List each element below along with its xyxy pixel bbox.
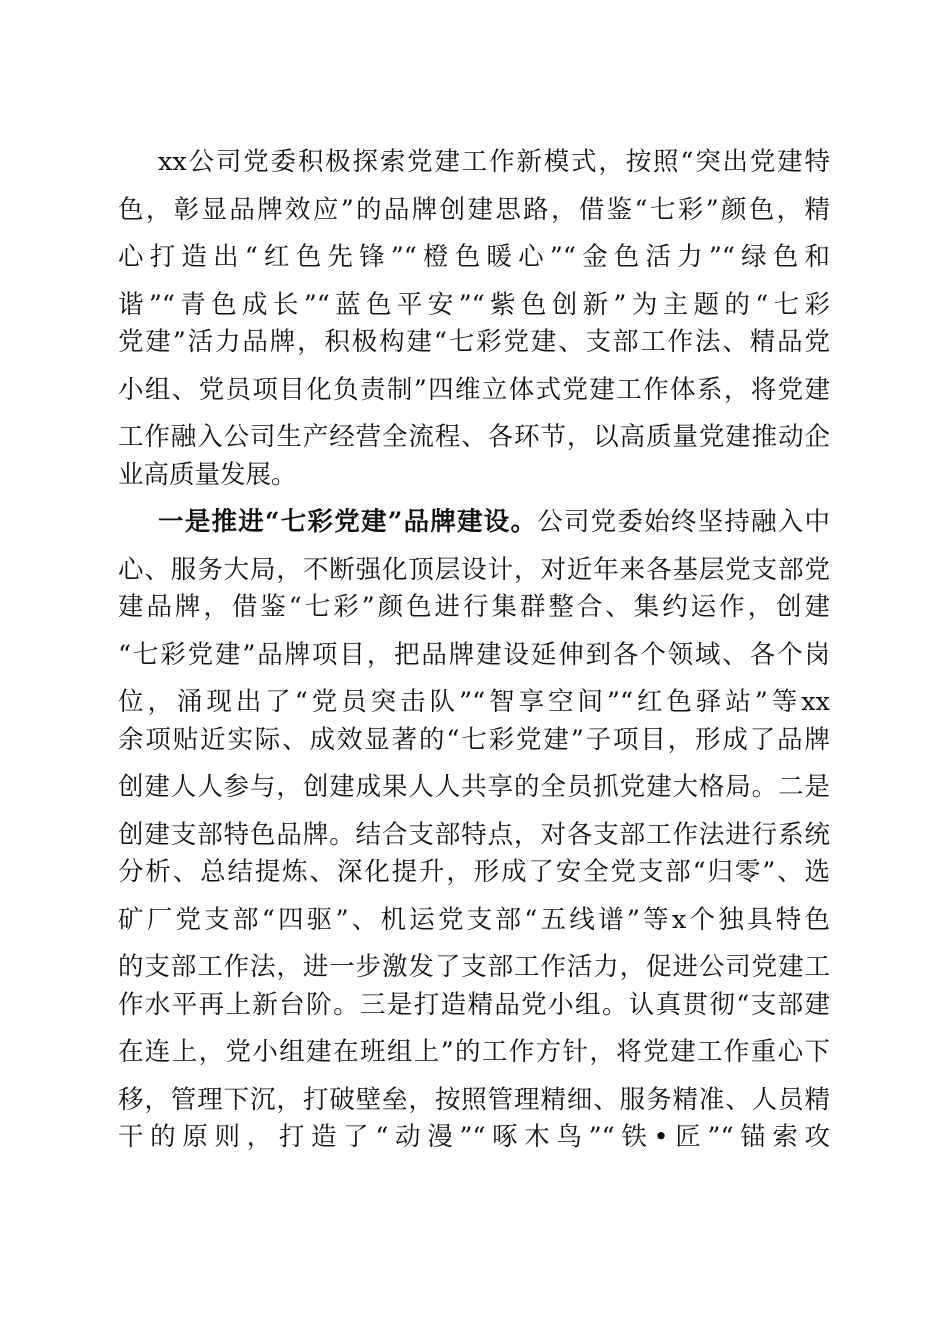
section-heading: 一是推进“七彩党建”品牌建设。 [158,507,538,537]
paragraph-1-line-2: 色，彰显品牌效应”的品牌创建思路，借鉴“七彩”颜色，精 [118,195,830,225]
paragraph-2-line-3: 建品牌，借鉴“七彩”颜色进行集群整合、集约运作，创建 [118,592,830,622]
paragraph-2-line-2: 心、服务大局，不断强化顶层设计，对近年来各基层党支部党 [118,555,830,585]
paragraph-1-line-5: 党建”活力品牌，积极构建“七彩党建、支部工作法、精品党 [118,327,830,357]
paragraph-1-line-7: 工作融入公司生产经营全流程、各环节，以高质量党建推动企 [118,422,830,452]
paragraph-2-line-7: 创建人人参与，创建成果人人共享的全员抓党建大格局。二是 [118,772,830,802]
paragraph-1-line-8: 业高质量发展。 [118,460,297,490]
paragraph-1-line-3: 心打造出“红色先锋”“橙色暖心”“金色活力”“绿色和 [118,242,830,272]
paragraph-2-line-12: 作水平再上新台阶。三是打造精品党小组。认真贯彻“支部建 [118,990,830,1020]
paragraph-2-line-9: 分析、总结提炼、深化提升，形成了安全党支部“归零”、选 [118,857,830,887]
paragraph-2-line-11: 的支部工作法，进一步激发了支部工作活力，促进公司党建工 [118,952,830,982]
paragraph-2-line-1 [158,503,830,541]
paragraph-2-line-5: 位，涌现出了“党员突击队”“智享空间”“红色驿站”等xx [118,687,830,717]
paragraph-1-line-4: 谐”“青色成长”“蓝色平安”“紫色创新”为主题的“七彩 [118,290,830,320]
paragraph-2-line-15: 干的原则，打造了“动漫”“啄木鸟”“铁•匠”“锚索攻 [118,1122,830,1152]
paragraph-1-line-1: xx公司党委积极探索党建工作新模式，按照“突出党建特 [158,147,830,177]
paragraph-2-line-1-rest: 公司党委始终坚持融入中 [537,507,830,537]
paragraph-2-line-13: 在连上，党小组建在班组上”的工作方针，将党建工作重心下 [118,1037,830,1067]
paragraph-1-line-6: 小组、党员项目化负责制”四维立体式党建工作体系，将党建 [118,375,830,405]
paragraph-2-line-8: 创建支部特色品牌。结合支部特点，对各支部工作法进行系统 [118,820,830,850]
paragraph-2-line-4: “七彩党建”品牌项目，把品牌建设延伸到各个领域、各个岗 [118,640,830,670]
paragraph-2-line-6: 余项贴近实际、成效显著的“七彩党建”子项目，形成了品牌 [118,725,830,755]
paragraph-2-line-14: 移，管理下沉，打破壁垒，按照管理精细、服务精准、人员精 [118,1085,830,1115]
paragraph-2-line-10: 矿厂党支部“四驱”、机运党支部“五线谱”等x个独具特色 [118,905,830,935]
